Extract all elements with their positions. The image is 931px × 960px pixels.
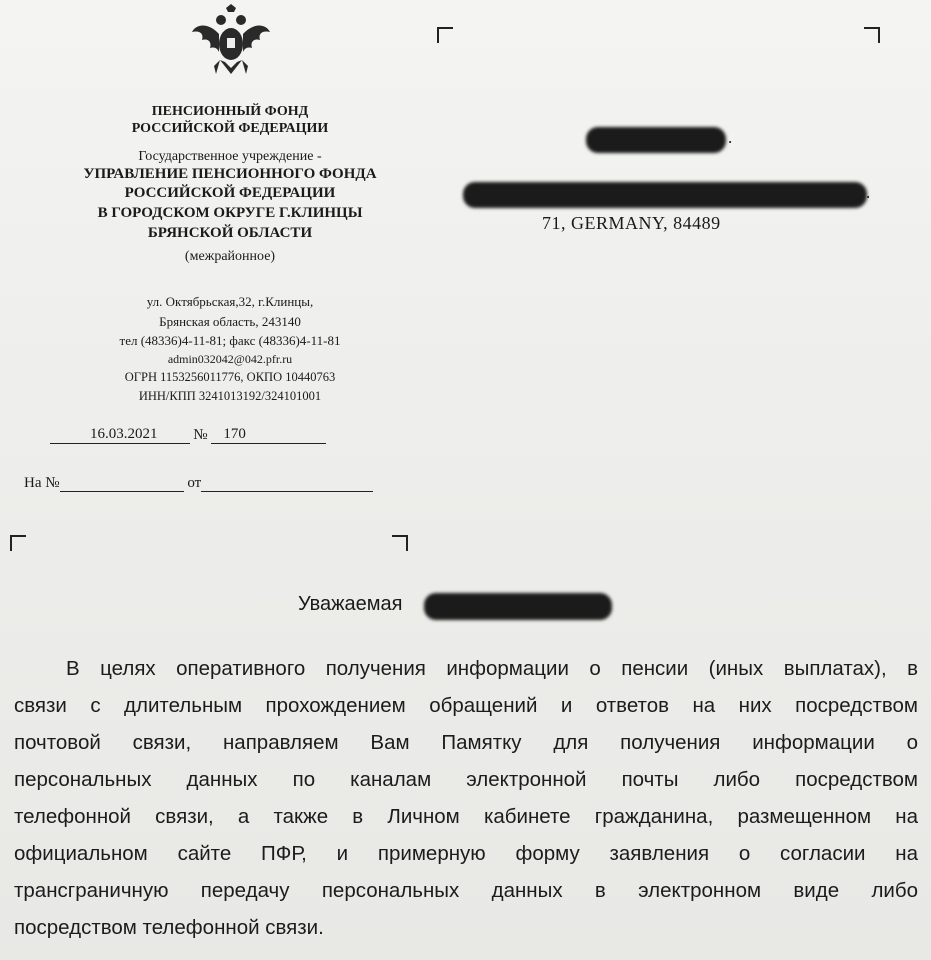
address-corner-top-left xyxy=(437,27,453,43)
redacted-recipient-name xyxy=(586,127,726,153)
subject-corner-left xyxy=(10,535,26,551)
na-label: На № xyxy=(24,475,60,491)
address-corner-top-right xyxy=(864,27,880,43)
redacted-recipient-firstname xyxy=(424,593,612,620)
body-line: В целях оперативного получения информации о пенсии (иных выплатах), в xyxy=(66,657,918,680)
ot-label: от xyxy=(187,475,202,491)
org-name-line2: РОССИЙСКОЙ ФЕДЕРАЦИИ xyxy=(131,121,329,136)
department-line3: В ГОРОДСКОМ ОКРУГЕ Г.КЛИНЦЫ xyxy=(97,205,363,221)
inn-kpp: ИНН/КПП 3241013192/324101001 xyxy=(138,389,322,403)
greeting-prefix: Уважаемая xyxy=(298,593,403,615)
subject-corner-right xyxy=(392,535,408,551)
outgoing-date: 16.03.2021 xyxy=(90,426,158,442)
outgoing-reference xyxy=(50,426,326,444)
body-line: почтовой связи, направляем Вам Памятку для получения информации о xyxy=(14,731,918,754)
body-line: связи с длительным прохождением обращений и ответов на них посредством xyxy=(14,694,918,717)
body-line: официальном сайте ПФР, и примерную форму заявления о согласии на xyxy=(14,842,918,865)
number-label: № xyxy=(193,427,208,443)
email: admin032042@042.pfr.ru xyxy=(167,352,293,366)
ogrn-okpo: ОГРН 1153256011776, ОКПО 10440763 xyxy=(124,370,336,384)
coat-of-arms-icon xyxy=(190,4,272,78)
body-line: телефонной связи, а также в Личном кабинете гражданина, размещенном на xyxy=(14,805,918,828)
phone-fax: тел (48336)4-11-81; факс (48336)4-11-81 xyxy=(119,333,341,348)
recipient-dot-2: . xyxy=(866,183,871,202)
recipient-dot-1: . xyxy=(728,128,733,147)
body-line: посредством телефонной связи. xyxy=(14,916,324,939)
department-subtitle: (межрайонное) xyxy=(184,249,276,264)
letter-body xyxy=(14,650,918,946)
org-name-line1: ПЕНСИОННЫЙ ФОНД xyxy=(151,104,309,119)
incoming-reference xyxy=(24,474,373,492)
recipient-city: 71, GERMANY, 84489 xyxy=(542,213,721,233)
department-line1: УПРАВЛЕНИЕ ПЕНСИОННОГО ФОНДА xyxy=(83,166,377,182)
address-street: ул. Октябрьская,32, г.Клинцы, xyxy=(146,294,314,309)
body-line: персональных данных по каналам электронной почты либо посредством xyxy=(14,768,918,791)
body-line: трансграничную передачу персональных данных в электронном виде либо xyxy=(14,879,918,902)
outgoing-number: 170 xyxy=(223,426,246,442)
department-line2: РОССИЙСКОЙ ФЕДЕРАЦИИ xyxy=(124,185,336,201)
redacted-recipient-street xyxy=(463,182,867,208)
department-line4: БРЯНСКОЙ ОБЛАСТИ xyxy=(147,225,313,241)
address-region: Брянская область, 243140 xyxy=(159,314,301,329)
institution-type: Государственное учреждение - xyxy=(138,149,322,164)
